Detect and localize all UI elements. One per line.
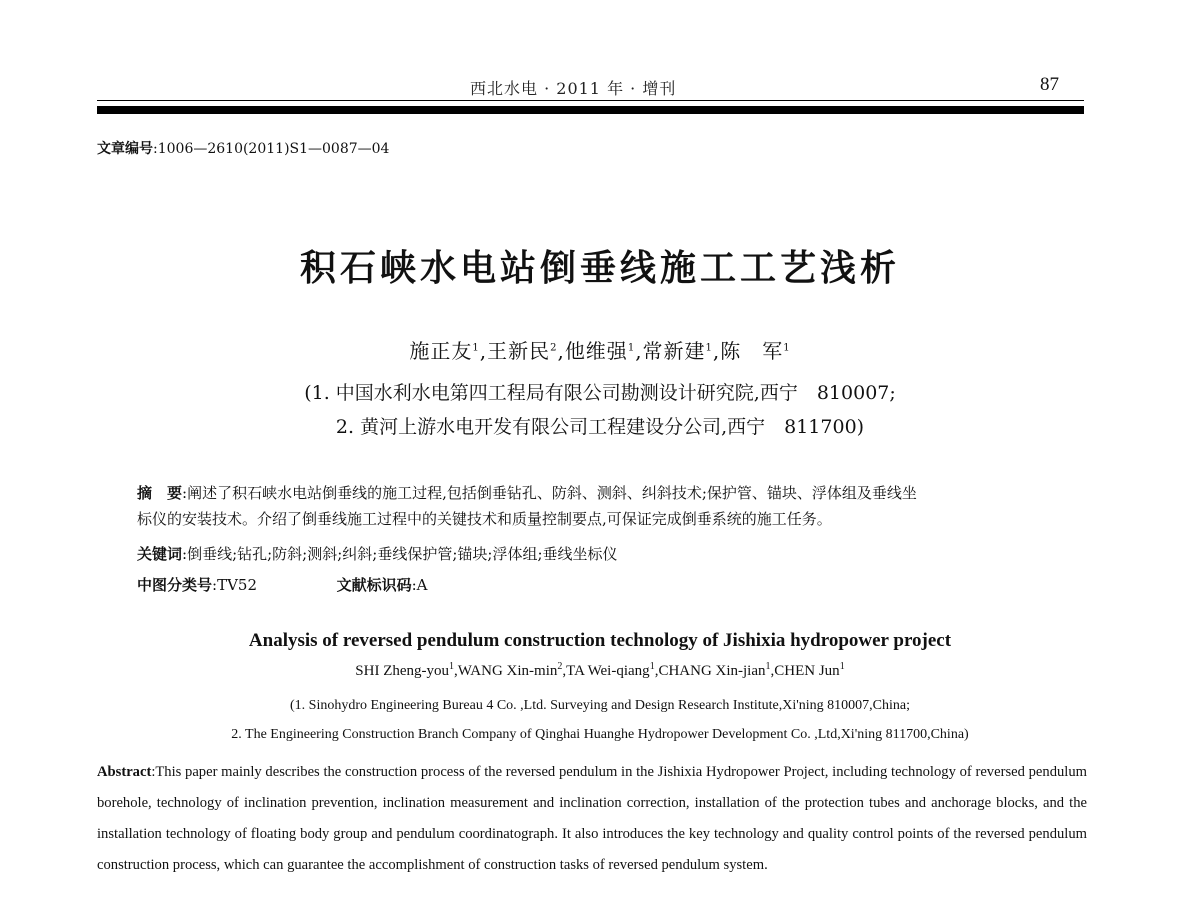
keywords-cn-text: :倒垂线;钻孔;防斜;测斜;纠斜;垂线保护管;锚块;浮体组;垂线坐标仪 bbox=[182, 545, 618, 563]
abstract-en-text: :This paper mainly describes the construction process of the reversed pendulum in the Jishixia Hydropower Project, including technology of reversed pendulum borehole, technology of inclination prevention, inclination measurement and inclination correction, installation of the protection tubes and anchorage blocks, and the installation technology of floating body group and pendulum coordinatograph. It also introduces the key technology and quality control points of the reversed pendulum construction process, which can guarantee the accomplishment of construction tasks of reversed pendulum system. bbox=[97, 764, 1087, 873]
author-en: SHI Zheng-you$^1$ bbox=[355, 661, 455, 679]
author-cn: 施正友$^1$ bbox=[409, 339, 480, 363]
author-en: CHANG Xin-jian$^1$ bbox=[658, 661, 771, 679]
abstract-cn bbox=[137, 480, 1067, 532]
affiliation-en: (1. Sinohydro Engineering Bureau 4 Co. ,Ltd. Surveying and Design Research Institute,Xi'ning 810007,China; bbox=[290, 698, 910, 713]
abstract-cn-label: 摘 要 bbox=[137, 484, 183, 502]
affiliation-cn: (1. 中国水利水电第四工程局有限公司勘测设计研究院,西宁 810007; bbox=[304, 382, 896, 404]
abstract-en-label: Abstract bbox=[97, 764, 152, 780]
affiliation-en: 2. The Engineering Construction Branch Company of Qinghai Huanghe Hydropower Development Co. ,Ltd,Xi'ning 811700,China) bbox=[231, 727, 969, 742]
header-rule-thick bbox=[97, 106, 1084, 114]
title-cn: 积石峡水电站倒垂线施工工艺浅析 bbox=[299, 248, 900, 289]
keywords-cn bbox=[137, 541, 1067, 567]
abstract-cn-text: :阐述了积石峡水电站倒垂线的施工过程,包括倒垂钻孔、防斜、测斜、纠斜技术;保护管、锚块、浮体组及垂线坐 bbox=[182, 484, 917, 502]
affiliation-cn: 2. 黄河上游水电开发有限公司工程建设分公司,西宁 811700) bbox=[335, 416, 865, 438]
author-cn: 常新建$^1$ bbox=[642, 339, 713, 363]
abstract-cn-text: 标仪的安装技术。介绍了倒垂线施工过程中的关键技术和质量控制要点,可保证完成倒垂系统的施工任务。 bbox=[137, 510, 832, 528]
author-en: CHEN Jun$^1$ bbox=[774, 661, 845, 679]
title-en: Analysis of reversed pendulum construction technology of Jishixia hydropower project bbox=[248, 630, 952, 651]
doc-code-value: :A bbox=[411, 576, 428, 594]
clc-value: :TV52 bbox=[212, 576, 257, 594]
article-number-value: :1006—2610(2011)S1—0087—04 bbox=[153, 141, 390, 157]
authors-cn: 施正友$^1$,王新民$^2$,他维强$^1$,常新建$^1$,陈 军$^1$ bbox=[409, 339, 791, 363]
article-number-label: 文章编号 bbox=[97, 141, 153, 157]
author-cn: 陈 军$^1$ bbox=[720, 339, 791, 363]
abstract-en bbox=[97, 757, 1087, 881]
header-rule-thin bbox=[97, 100, 1084, 101]
classification bbox=[137, 572, 1067, 598]
article-number bbox=[97, 138, 389, 158]
running-title: 西北水电 · 2011 年 · 增刊 bbox=[470, 79, 677, 98]
author-en: TA Wei-qiang$^1$ bbox=[566, 661, 655, 679]
author-cn: 他维强$^1$ bbox=[564, 339, 636, 363]
author-en: WANG Xin-$\min^2$ bbox=[457, 661, 563, 679]
author-cn: 王新民$^2$ bbox=[487, 339, 558, 363]
clc-label: 中图分类号 bbox=[137, 576, 213, 594]
page-number: 87 bbox=[1040, 74, 1059, 95]
doc-code-label: 文献标识码 bbox=[336, 576, 412, 594]
authors-en: SHI Zheng-you$^1$,WANG Xin-$\min^2,TA$ Wei-qiang$^1$,CHANG Xin-jian$^1$,CHEN Jun$^1$ bbox=[355, 661, 845, 679]
keywords-cn-label: 关键词 bbox=[137, 545, 183, 563]
